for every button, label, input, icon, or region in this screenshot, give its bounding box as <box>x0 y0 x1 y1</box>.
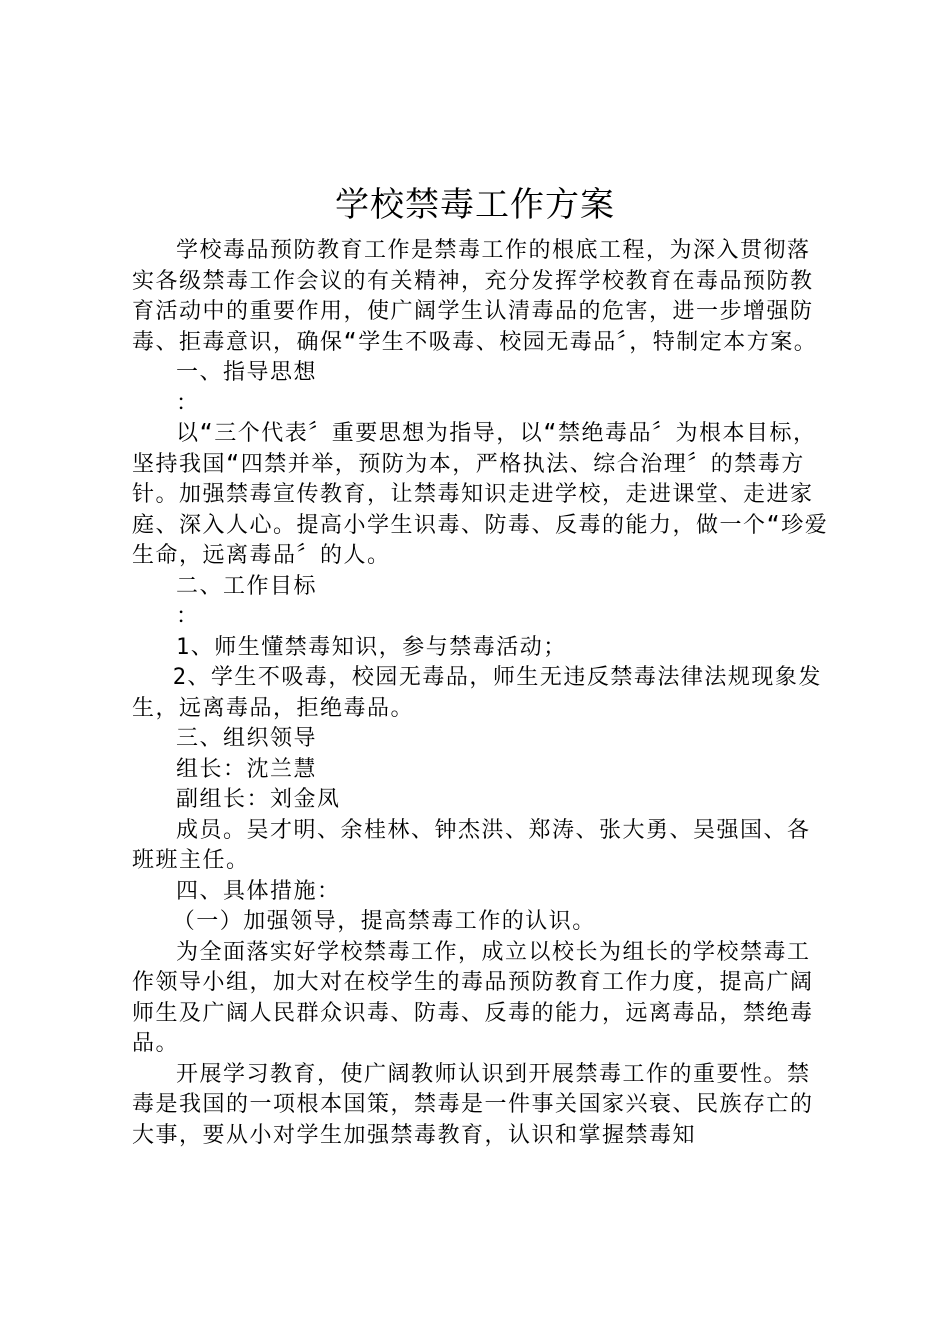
guiding-ideology-paragraph: 以“三个代表〞重要思想为指导，以“禁绝毒品〞为根本目标，坚持我国“四禁并举，预防为本，严格执法、综合治理〞的禁毒方针。加强禁毒宣传教育，让禁毒知识走进学校，走进课堂、走进家庭、深入人心。提高小学生识毒、防毒、反毒的能力，做一个“珍爱生命，远离毒品〞的人。 <box>132 421 829 568</box>
document-body <box>132 236 832 1151</box>
section-heading-guiding-ideology: 一、指导思想 <box>176 360 318 385</box>
measure-paragraph-1: 为全面落实好学校禁毒工作，成立以校长为组长的学校禁毒工作领导小组，加大对在校学生的毒品预防教育工作力度，提高广阔师生及广阔人民群众识毒、防毒、反毒的能力，远离毒品，禁绝毒品。 <box>132 939 814 1056</box>
section-colon: ： <box>176 604 200 629</box>
team-leader: 组长：沈兰慧 <box>176 756 318 782</box>
intro-paragraph: 学校毒品预防教育工作是禁毒工作的根底工程，为深入贯彻落实各级禁毒工作会议的有关精神，充分发挥学校教育在毒品预防教育活动中的重要作用，使广阔学生认清毒品的危害，进一步增强防毒、拒毒意识，确保“学生不吸毒、校园无毒品〞，特制定本方案。 <box>132 238 818 355</box>
team-members: 成员。吴才明、余桂林、钟杰洪、郑涛、张大勇、吴强国、各班班主任。 <box>132 817 811 873</box>
goal-item-2: 2、学生不吸毒，校园无毒品，师生无违反禁毒法律法规现象发生，远离毒品，拒绝毒品。 <box>132 665 822 721</box>
section-heading-organization: 三、组织领导 <box>176 726 318 751</box>
deputy-team-leader: 副组长：刘金凤 <box>176 787 341 812</box>
goal-item-1: 1、师生懂禁毒知识，参与禁毒活动； <box>176 634 567 660</box>
section-heading-work-goals: 二、工作目标 <box>176 573 318 599</box>
document-title: 学校禁毒工作方案 <box>335 185 615 225</box>
measure-subheading-1: （一）加强领导，提高禁毒工作的认识。 <box>172 909 596 934</box>
section-heading-measures: 四、具体措施： <box>176 878 341 904</box>
section-colon: ： <box>176 390 200 416</box>
measure-paragraph-2: 开展学习教育，使广阔教师认识到开展禁毒工作的重要性。禁毒是我国的一项根本国策，禁毒是一件事关国家兴衰、民族存亡的大事，要从小对学生加强禁毒教育，认识和掌握禁毒知 <box>132 1061 814 1148</box>
